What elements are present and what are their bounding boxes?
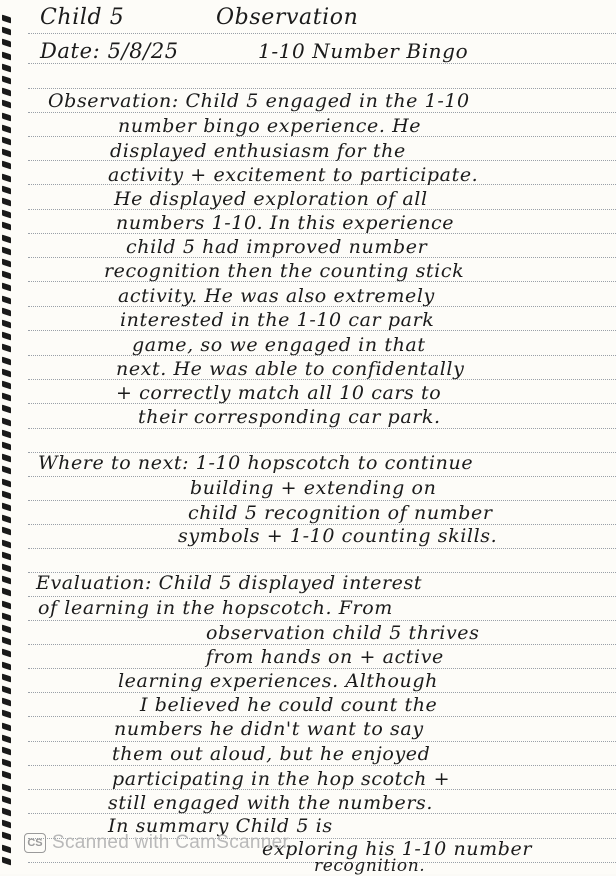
- binding-hole: [2, 844, 11, 853]
- binding-hole: [2, 124, 11, 133]
- binding-hole: [2, 551, 11, 560]
- binding-hole: [2, 39, 11, 48]
- binding-hole: [2, 576, 11, 585]
- evaluation-line: In summary Child 5 is: [108, 815, 333, 837]
- binding-hole: [2, 466, 11, 475]
- evaluation-line: of learning in the hopscotch. From: [38, 597, 393, 619]
- page-title: Observation: [216, 5, 359, 30]
- binding-hole: [2, 490, 11, 499]
- binding-hole: [2, 283, 11, 292]
- binding-hole: [2, 344, 11, 353]
- binding-hole: [2, 588, 11, 597]
- binding-hole: [2, 417, 11, 426]
- binding-hole: [2, 295, 11, 304]
- binding-hole: [2, 686, 11, 695]
- binding-hole: [2, 222, 11, 231]
- observation-line: He displayed exploration of all: [114, 188, 428, 210]
- ruled-line: [28, 741, 616, 742]
- binding-hole: [2, 710, 11, 719]
- binding-hole: [2, 625, 11, 634]
- where-next-line: Where to next: 1-10 hopscotch to continue: [38, 452, 474, 474]
- observation-line: recognition then the counting stick: [104, 260, 465, 282]
- ruled-line: [28, 620, 616, 621]
- evaluation-line: numbers he didn't want to say: [114, 718, 424, 740]
- binding-hole: [2, 27, 11, 36]
- binding-hole: [2, 393, 11, 402]
- binding-hole: [2, 795, 11, 804]
- ruled-line: [28, 428, 616, 429]
- binding-hole: [2, 137, 11, 146]
- binding-hole: [2, 673, 11, 682]
- ruled-line: [28, 644, 616, 645]
- observation-line: activity. He was also extremely: [118, 285, 435, 307]
- ruled-line: [28, 33, 616, 34]
- child-label: Child 5: [40, 5, 125, 30]
- binding-hole: [2, 515, 11, 524]
- ruled-line: [28, 716, 616, 717]
- where-next-line: building + extending on: [190, 477, 437, 499]
- binding-hole: [2, 539, 11, 548]
- ruled-line: [28, 500, 616, 501]
- evaluation-line: participating in the hop scotch +: [112, 768, 451, 790]
- evaluation-line: I believed he could count the: [140, 694, 438, 716]
- activity-title: 1-10 Number Bingo: [258, 39, 469, 63]
- observation-line: their corresponding car park.: [138, 406, 441, 428]
- binding-hole: [2, 51, 11, 60]
- binding-hole: [2, 429, 11, 438]
- observation-line: numbers 1-10. In this experience: [116, 212, 455, 234]
- binding-hole: [2, 100, 11, 109]
- ruled-line: [28, 765, 616, 766]
- binding-hole: [2, 442, 11, 451]
- where-next-line: symbols + 1-10 counting skills.: [178, 525, 498, 547]
- binding-hole: [2, 856, 11, 865]
- evaluation-line: from hands on + active: [206, 646, 444, 668]
- binding-hole: [2, 381, 11, 390]
- ruled-line: [28, 88, 616, 89]
- binding-hole: [2, 405, 11, 414]
- observation-line: child 5 had improved number: [126, 236, 428, 258]
- observation-line: Observation: Child 5 engaged in the 1-10: [48, 90, 470, 112]
- ruled-line: [28, 63, 616, 64]
- binding-hole: [2, 808, 11, 817]
- ruled-line: [28, 692, 616, 693]
- binding-hole: [2, 76, 11, 85]
- binding-hole: [2, 88, 11, 97]
- evaluation-line: them out aloud, but he enjoyed: [112, 743, 431, 765]
- binding-hole: [2, 259, 11, 268]
- binding-hole: [2, 356, 11, 365]
- binding-hole: [2, 637, 11, 646]
- binding-hole: [2, 112, 11, 121]
- binding-hole: [2, 307, 11, 316]
- binding-hole: [2, 734, 11, 743]
- observation-line: activity + excitement to participate.: [108, 164, 479, 186]
- where-next-line: child 5 recognition of number: [188, 502, 493, 524]
- binding-hole: [2, 185, 11, 194]
- binding-hole: [2, 649, 11, 658]
- binding-hole: [2, 198, 11, 207]
- ruled-line: [28, 112, 616, 113]
- binding-hole: [2, 771, 11, 780]
- binding-hole: [2, 612, 11, 621]
- binding-hole: [2, 820, 11, 829]
- observation-line: next. He was able to confidentally: [116, 358, 465, 380]
- evaluation-line: still engaged with the numbers.: [108, 792, 434, 814]
- observation-line: game, so we engaged in that: [132, 334, 426, 356]
- binding-hole: [2, 368, 11, 377]
- binding-hole: [2, 161, 11, 170]
- binding-hole: [2, 759, 11, 768]
- binding-hole: [2, 564, 11, 573]
- spiral-binding: [0, 0, 14, 874]
- evaluation-line: exploring his 1-10 number: [262, 838, 533, 860]
- binding-hole: [2, 478, 11, 487]
- binding-hole: [2, 783, 11, 792]
- camscanner-watermark: [24, 832, 289, 854]
- binding-hole: [2, 454, 11, 463]
- binding-hole: [2, 527, 11, 536]
- observation-line: interested in the 1-10 car park: [120, 309, 435, 331]
- camscanner-logo-icon: CS: [24, 833, 46, 853]
- observation-line: number bingo experience. He: [118, 115, 422, 137]
- evaluation-line: learning experiences. Although: [118, 670, 438, 692]
- evaluation-line: recognition.: [314, 856, 426, 876]
- binding-hole: [2, 149, 11, 158]
- binding-hole: [2, 271, 11, 280]
- binding-hole: [2, 63, 11, 72]
- binding-hole: [2, 210, 11, 219]
- watermark-text: Scanned with CamScanner: [52, 832, 290, 853]
- binding-hole: [2, 320, 11, 329]
- binding-hole: [2, 15, 11, 24]
- binding-hole: [2, 234, 11, 243]
- binding-hole: [2, 600, 11, 609]
- binding-hole: [2, 698, 11, 707]
- binding-hole: [2, 246, 11, 255]
- binding-hole: [2, 722, 11, 731]
- binding-hole: [2, 661, 11, 670]
- binding-hole: [2, 503, 11, 512]
- evaluation-line: observation child 5 thrives: [206, 622, 480, 644]
- binding-hole: [2, 332, 11, 341]
- binding-hole: [2, 173, 11, 182]
- binding-hole: [2, 747, 11, 756]
- observation-line: displayed enthusiasm for the: [110, 140, 406, 162]
- evaluation-line: Evaluation: Child 5 displayed interest: [36, 572, 423, 594]
- date-label: Date: 5/8/25: [40, 39, 179, 63]
- ruled-line: [28, 668, 616, 669]
- observation-line: + correctly match all 10 cars to: [116, 382, 442, 404]
- binding-hole: [2, 832, 11, 841]
- ruled-line: [28, 548, 616, 549]
